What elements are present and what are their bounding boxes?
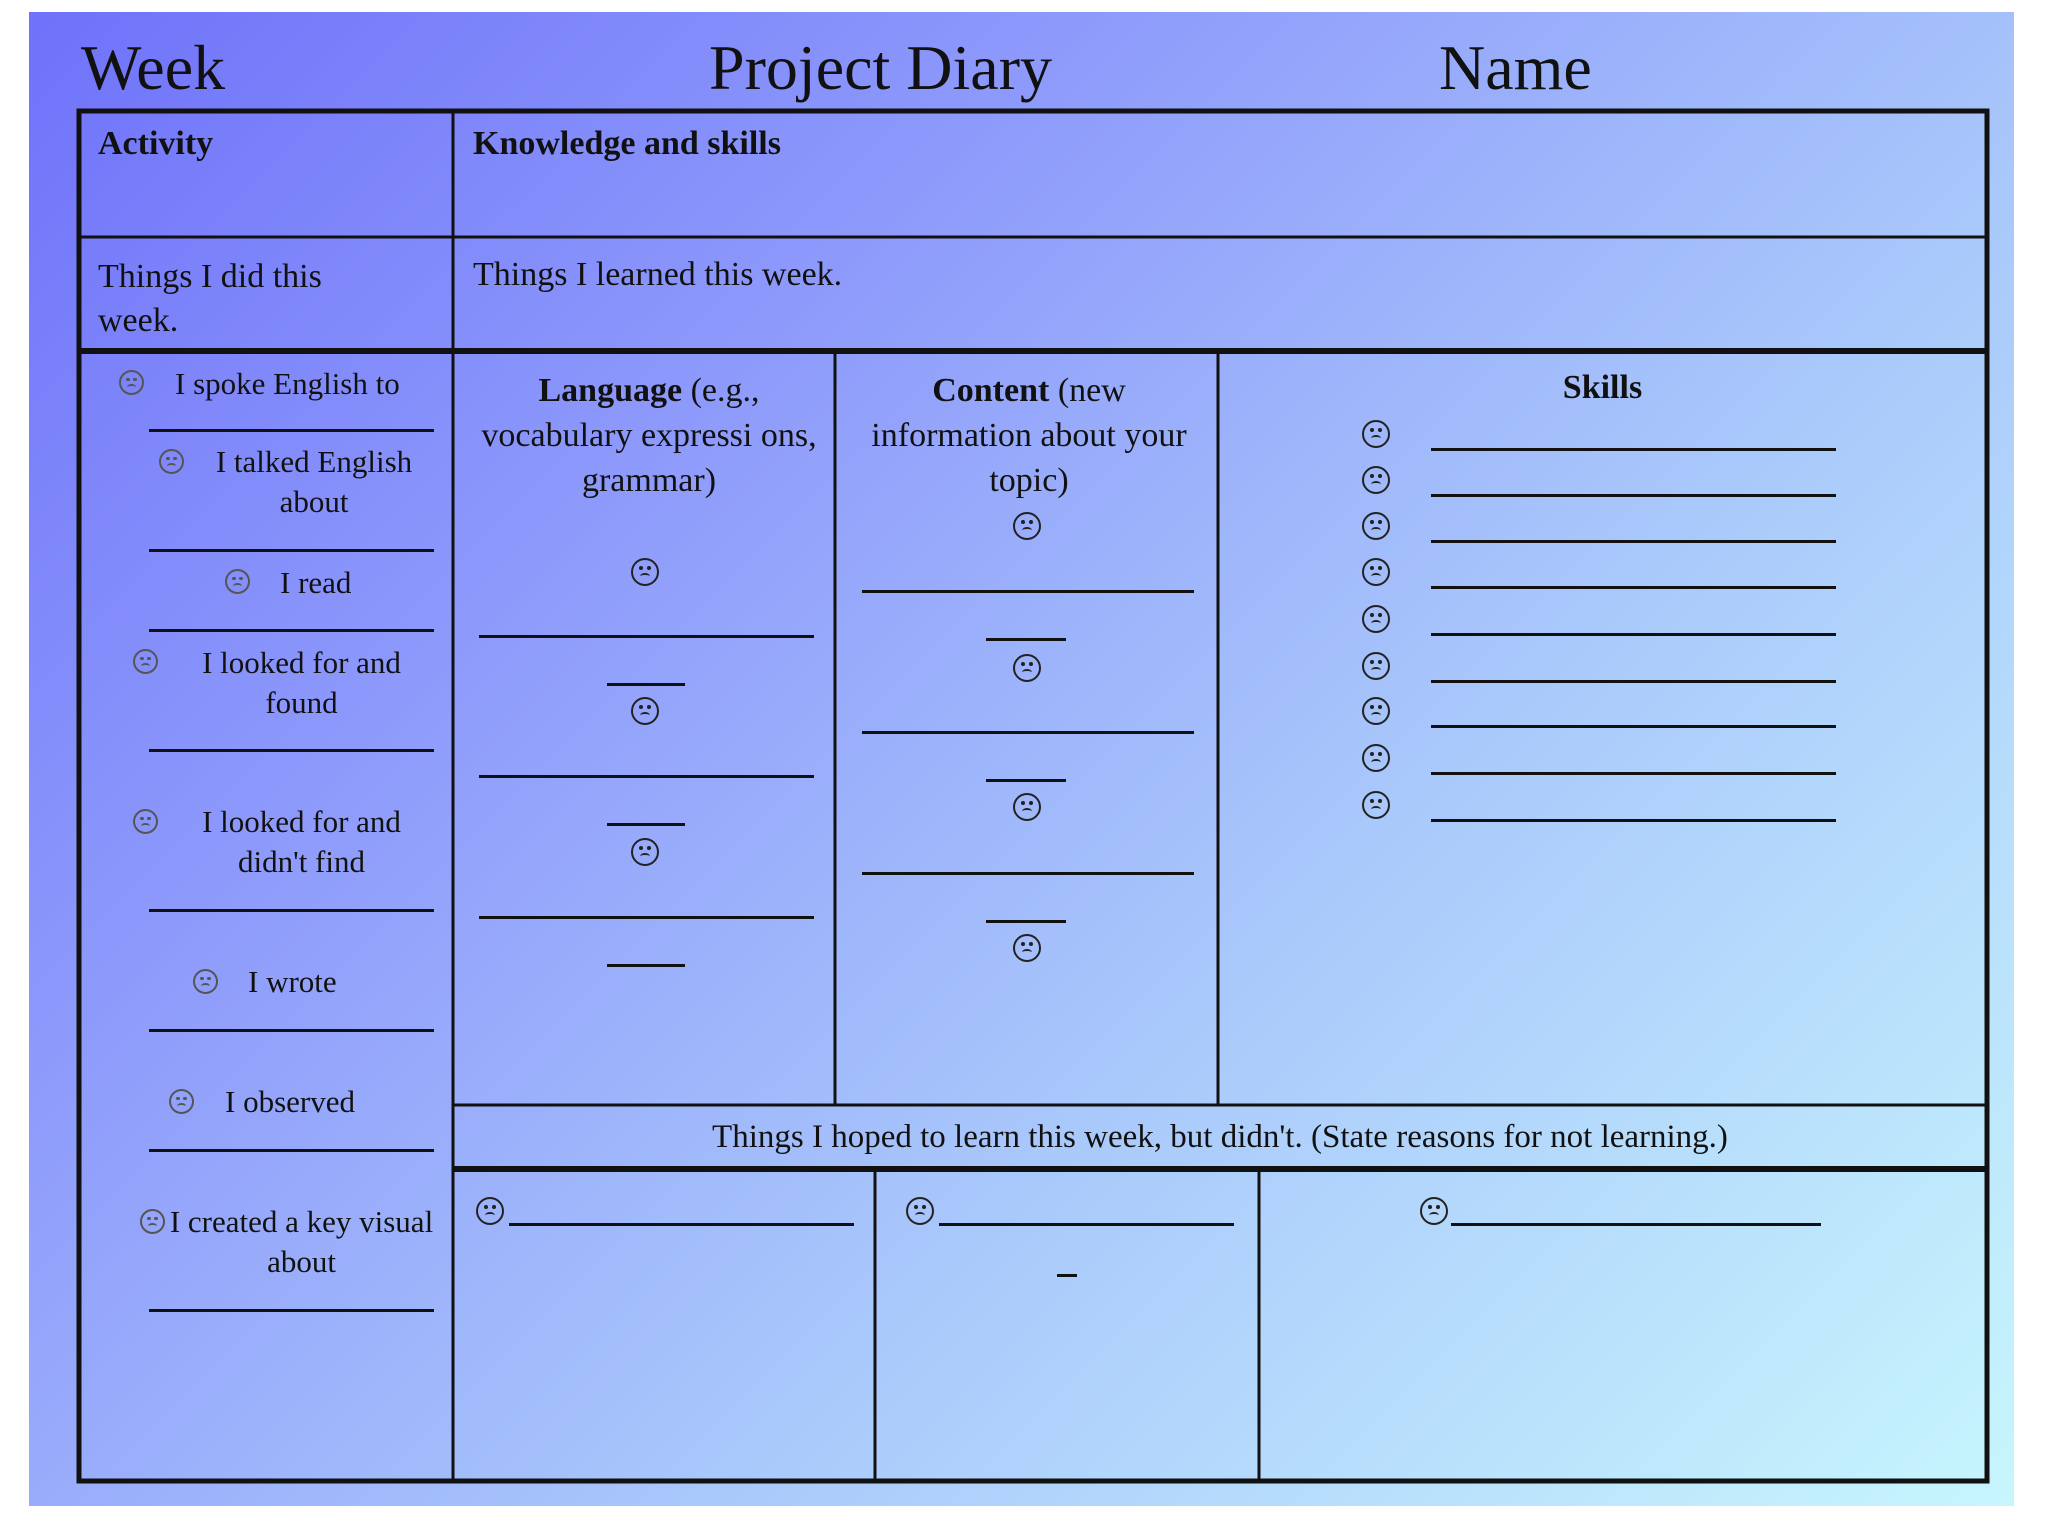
frowning-face-icon — [906, 1197, 934, 1225]
things-did-label: Things I did this week. — [98, 258, 322, 339]
frowning-face-icon — [631, 697, 659, 725]
language-header: Language (e.g., vocabulary expressi ons, grammar) — [481, 372, 817, 499]
frowning-face-icon — [1362, 652, 1390, 680]
answer-line[interactable] — [986, 638, 1066, 641]
frowning-face-icon — [119, 370, 144, 395]
knowledge-skills-header: Knowledge and skills — [473, 125, 781, 162]
frowning-face-icon — [169, 1089, 194, 1114]
content-header: Content (new information about your topic) — [871, 372, 1187, 499]
answer-line[interactable] — [149, 629, 434, 632]
answer-line[interactable] — [862, 590, 1194, 593]
answer-line[interactable] — [1431, 494, 1836, 497]
frowning-face-icon — [631, 558, 659, 586]
frowning-face-icon — [631, 838, 659, 866]
frowning-face-icon — [1362, 558, 1390, 586]
answer-line[interactable] — [149, 909, 434, 912]
answer-line[interactable] — [862, 731, 1194, 734]
frowning-face-icon — [1362, 420, 1390, 448]
answer-line[interactable] — [149, 1309, 434, 1312]
week-label: Week — [81, 32, 226, 103]
project-diary-slide — [29, 12, 2014, 1506]
frowning-face-icon — [193, 969, 218, 994]
frowning-face-icon — [1013, 654, 1041, 682]
answer-line[interactable] — [862, 872, 1194, 875]
answer-line[interactable] — [149, 429, 434, 432]
activity-header: Activity — [98, 125, 214, 162]
frowning-face-icon — [1362, 791, 1390, 819]
answer-line[interactable] — [479, 635, 814, 638]
frowning-face-icon — [1013, 934, 1041, 962]
answer-line[interactable] — [149, 749, 434, 752]
answer-line[interactable] — [986, 779, 1066, 782]
answer-line[interactable] — [1431, 633, 1836, 636]
answer-line[interactable] — [1431, 540, 1836, 543]
answer-line[interactable] — [149, 1149, 434, 1152]
frowning-face-icon — [225, 569, 250, 594]
frowning-face-icon — [476, 1197, 504, 1225]
frowning-face-icon — [133, 809, 158, 834]
activity-item-spoke: I spoke English to — [175, 366, 400, 401]
frowning-face-icon — [133, 649, 158, 674]
answer-line[interactable] — [1431, 448, 1836, 451]
frowning-face-icon — [1362, 512, 1390, 540]
answer-line[interactable] — [479, 775, 814, 778]
frowning-face-icon — [1362, 697, 1390, 725]
frowning-face-icon — [159, 449, 184, 474]
answer-line[interactable] — [607, 823, 685, 826]
frowning-face-icon — [1013, 512, 1041, 540]
activity-item-wrote: I wrote — [248, 964, 337, 999]
answer-line[interactable] — [1431, 586, 1836, 589]
answer-line[interactable] — [509, 1223, 854, 1226]
activity-item-read: I read — [280, 565, 352, 600]
page-title: Project Diary — [709, 32, 1052, 103]
frowning-face-icon — [140, 1209, 165, 1234]
answer-line[interactable] — [607, 683, 685, 686]
answer-line[interactable] — [986, 920, 1066, 923]
activity-item-observed: I observed — [225, 1084, 355, 1119]
answer-line[interactable] — [1431, 680, 1836, 683]
answer-line[interactable] — [1451, 1223, 1821, 1226]
frowning-face-icon — [1013, 793, 1041, 821]
frowning-face-icon — [1362, 466, 1390, 494]
answer-line[interactable] — [479, 916, 814, 919]
answer-line[interactable] — [607, 964, 685, 967]
activity-item-talked: I talked English about — [215, 444, 413, 519]
frowning-face-icon — [1420, 1197, 1448, 1225]
answer-line[interactable] — [1057, 1274, 1077, 1277]
hoped-to-learn-label: Things I hoped to learn this week, but didn't. (State reasons for not learning.) — [712, 1119, 1728, 1155]
frowning-face-icon — [1362, 605, 1390, 633]
skills-header: Skills — [1562, 369, 1643, 406]
answer-line[interactable] — [149, 549, 434, 552]
activity-item-found: I looked for and found — [202, 645, 401, 720]
answer-line[interactable] — [939, 1223, 1234, 1226]
frowning-face-icon — [1362, 744, 1390, 772]
activity-item-not-found: I looked for and didn't find — [202, 804, 401, 879]
answer-line[interactable] — [149, 1029, 434, 1032]
answer-line[interactable] — [1431, 725, 1836, 728]
answer-line[interactable] — [1431, 819, 1836, 822]
name-label: Name — [1439, 32, 1592, 103]
answer-line[interactable] — [1431, 772, 1836, 775]
activity-item-key-visual: I created a key visual about — [169, 1204, 434, 1279]
things-learned-label: Things I learned this week. — [473, 256, 843, 293]
